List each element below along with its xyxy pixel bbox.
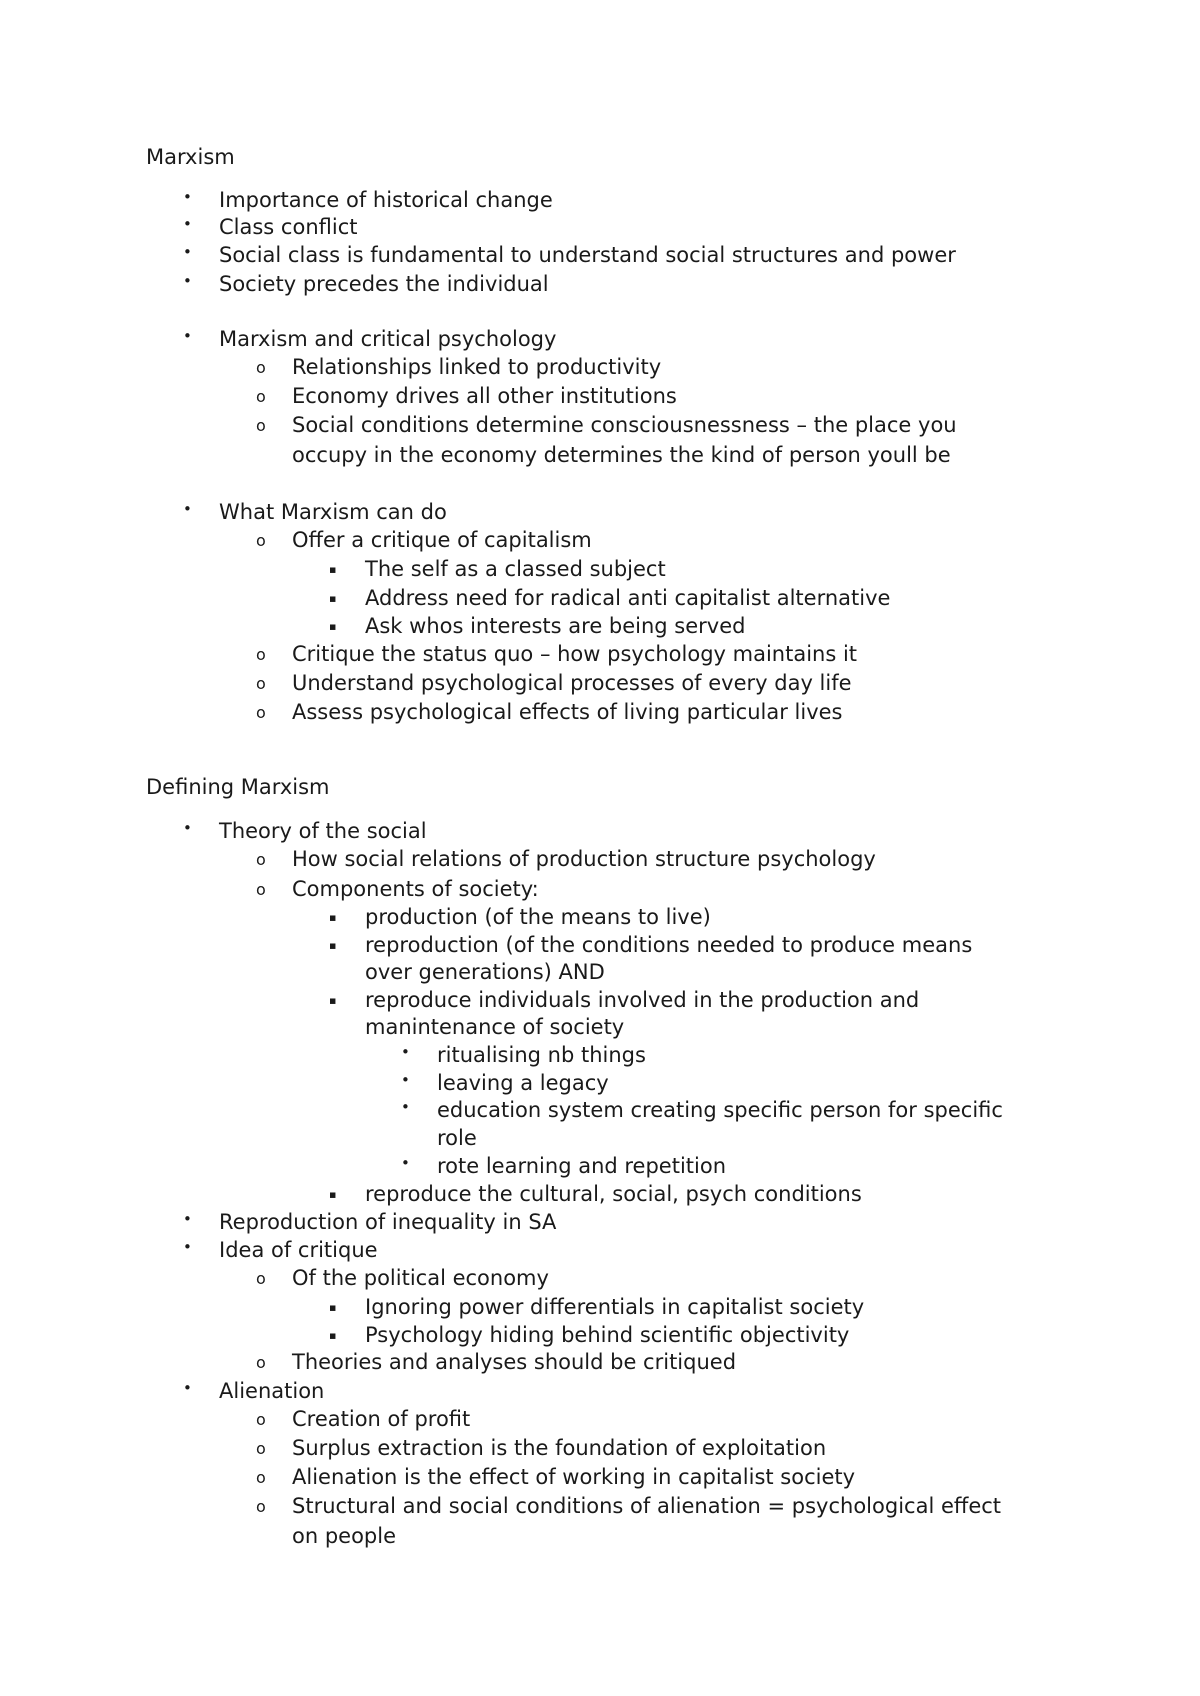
list-item: Alienation bbox=[219, 1379, 325, 1403]
bullet-icon: • bbox=[401, 1071, 410, 1089]
sub-bullet-icon: o bbox=[256, 1468, 266, 1487]
bullet-icon: • bbox=[183, 1379, 192, 1397]
list-item: Critique the status quo – how psychology maintains it bbox=[292, 642, 858, 666]
list-item: Psychology hiding behind scientific objectivity bbox=[365, 1323, 850, 1347]
sub-bullet-icon: o bbox=[256, 358, 266, 377]
list-item: Reproduction of inequality in SA bbox=[219, 1210, 557, 1234]
list-item: Class conflict bbox=[219, 215, 358, 239]
sub-bullet-icon: o bbox=[256, 1439, 266, 1458]
bullet-icon: • bbox=[183, 327, 192, 345]
list-item: education system creating specific person for specific bbox=[437, 1098, 1003, 1122]
sub-bullet-icon: o bbox=[256, 703, 266, 722]
list-item: Idea of critique bbox=[219, 1238, 378, 1262]
list-item: Assess psychological effects of living particular lives bbox=[292, 700, 843, 724]
list-item-continuation: role bbox=[437, 1126, 477, 1150]
list-item-continuation: manintenance of society bbox=[365, 1015, 625, 1039]
list-item: rote learning and repetition bbox=[437, 1154, 727, 1178]
list-item: reproduction (of the conditions needed to produce means bbox=[365, 933, 973, 957]
sub-bullet-icon: o bbox=[256, 850, 266, 869]
section-heading-marxism: Marxism bbox=[146, 145, 235, 169]
square-bullet-icon: ▪ bbox=[329, 1188, 337, 1201]
list-item: Address need for radical anti capitalist alternative bbox=[365, 586, 891, 610]
list-item: reproduce the cultural, social, psych conditions bbox=[365, 1182, 862, 1206]
square-bullet-icon: ▪ bbox=[329, 911, 337, 924]
list-item: Social class is fundamental to understand social structures and power bbox=[219, 243, 956, 267]
sub-bullet-icon: o bbox=[256, 387, 266, 406]
list-item: ritualising nb things bbox=[437, 1043, 646, 1067]
list-item: production (of the means to live) bbox=[365, 905, 711, 929]
list-item: Of the political economy bbox=[292, 1266, 549, 1290]
list-item: Theory of the social bbox=[219, 819, 427, 843]
bullet-icon: • bbox=[401, 1098, 410, 1116]
list-item: Relationships linked to productivity bbox=[292, 355, 662, 379]
list-item: Alienation is the effect of working in capitalist society bbox=[292, 1465, 856, 1489]
square-bullet-icon: ▪ bbox=[329, 939, 337, 952]
list-item: Society precedes the individual bbox=[219, 272, 549, 296]
square-bullet-icon: ▪ bbox=[329, 563, 337, 576]
section-heading-defining-marxism: Defining Marxism bbox=[146, 775, 330, 799]
list-item: How social relations of production structure psychology bbox=[292, 847, 876, 871]
square-bullet-icon: ▪ bbox=[329, 1329, 337, 1342]
list-item-continuation: on people bbox=[292, 1524, 397, 1548]
bullet-icon: • bbox=[183, 819, 192, 837]
list-item: Understand psychological processes of every day life bbox=[292, 671, 852, 695]
list-item: reproduce individuals involved in the production and bbox=[365, 988, 920, 1012]
bullet-icon: • bbox=[183, 1238, 192, 1256]
sub-bullet-icon: o bbox=[256, 645, 266, 664]
list-item-continuation: over generations) AND bbox=[365, 960, 605, 984]
sub-bullet-icon: o bbox=[256, 880, 266, 899]
sub-bullet-icon: o bbox=[256, 674, 266, 693]
sub-bullet-icon: o bbox=[256, 1497, 266, 1516]
bullet-icon: • bbox=[401, 1154, 410, 1172]
square-bullet-icon: ▪ bbox=[329, 592, 337, 605]
bullet-icon: • bbox=[183, 500, 192, 518]
list-item: Economy drives all other institutions bbox=[292, 384, 677, 408]
bullet-icon: • bbox=[183, 188, 192, 206]
bullet-icon: • bbox=[183, 272, 192, 290]
bullet-icon: • bbox=[183, 243, 192, 261]
sub-bullet-icon: o bbox=[256, 531, 266, 550]
list-item: Components of society: bbox=[292, 877, 539, 901]
sub-bullet-icon: o bbox=[256, 1269, 266, 1288]
list-item: Offer a critique of capitalism bbox=[292, 528, 592, 552]
list-item: Social conditions determine consciousnessness – the place you bbox=[292, 413, 957, 437]
square-bullet-icon: ▪ bbox=[329, 1301, 337, 1314]
sub-bullet-icon: o bbox=[256, 1410, 266, 1429]
square-bullet-icon: ▪ bbox=[329, 620, 337, 633]
list-item: Creation of profit bbox=[292, 1407, 471, 1431]
sub-bullet-icon: o bbox=[256, 1353, 266, 1372]
list-item: Structural and social conditions of alienation = psychological effect bbox=[292, 1494, 1002, 1518]
list-item: Surplus extraction is the foundation of exploitation bbox=[292, 1436, 827, 1460]
sub-bullet-icon: o bbox=[256, 416, 266, 435]
square-bullet-icon: ▪ bbox=[329, 994, 337, 1007]
list-item: Importance of historical change bbox=[219, 188, 553, 212]
list-item: Theories and analyses should be critiqued bbox=[292, 1350, 737, 1374]
list-item-continuation: occupy in the economy determines the kind of person youll be bbox=[292, 443, 951, 467]
list-item: leaving a legacy bbox=[437, 1071, 609, 1095]
bullet-icon: • bbox=[183, 1210, 192, 1228]
list-item: The self as a classed subject bbox=[365, 557, 666, 581]
list-item: Marxism and critical psychology bbox=[219, 327, 557, 351]
bullet-icon: • bbox=[183, 215, 192, 233]
list-item: What Marxism can do bbox=[219, 500, 447, 524]
list-item: Ask whos interests are being served bbox=[365, 614, 746, 638]
bullet-icon: • bbox=[401, 1043, 410, 1061]
list-item: Ignoring power differentials in capitalist society bbox=[365, 1295, 865, 1319]
